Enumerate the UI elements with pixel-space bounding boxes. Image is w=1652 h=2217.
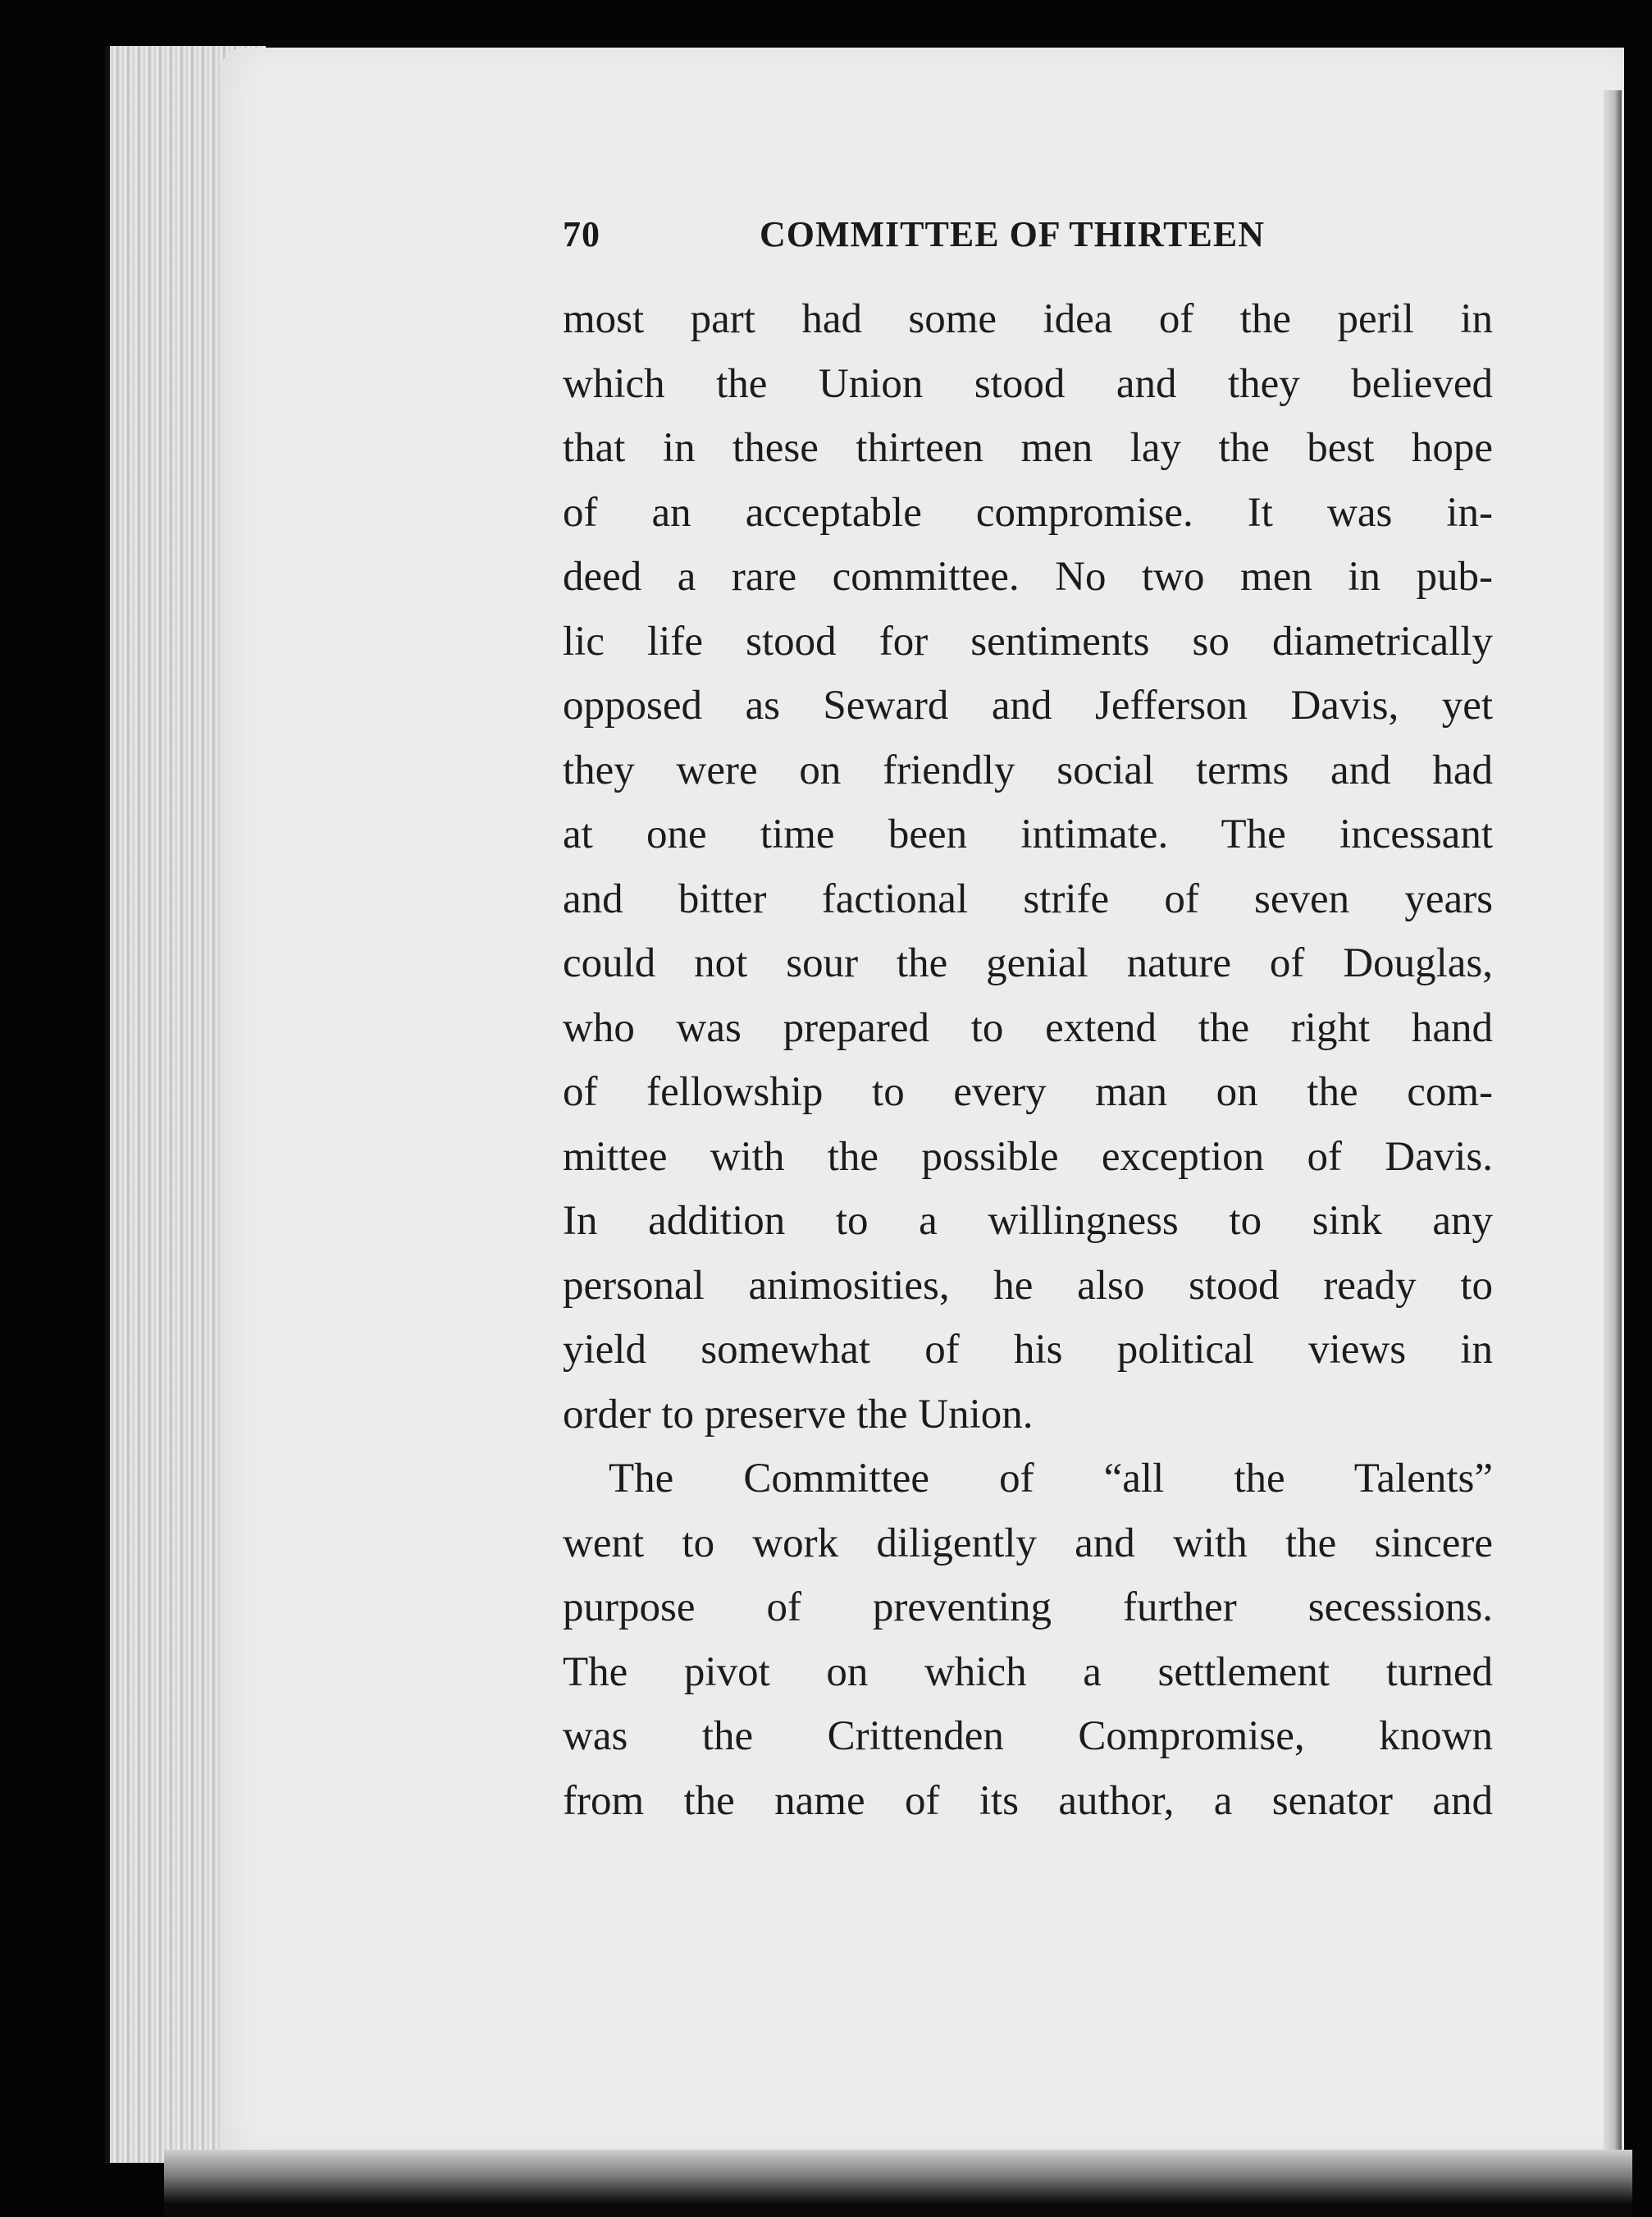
text-line: that in these thirteen men lay the best hope	[563, 425, 1493, 471]
running-head	[563, 213, 1326, 271]
text-line: and bitter factional strife of seven years	[563, 875, 1493, 922]
text-line: personal animosities, he also stood ready to	[563, 1262, 1493, 1309]
page-right-edge	[1604, 90, 1622, 2158]
text-line: most part had some idea of the peril in	[563, 296, 1493, 342]
text-line: lic life stood for sentiments so diametrically	[563, 618, 1493, 665]
text-line: deed a rare committee. No two men in pub-	[563, 554, 1493, 600]
body-text	[563, 287, 1493, 1833]
text-line: purpose of preventing further secessions.	[563, 1584, 1493, 1630]
text-line: from the name of its author, a senator and	[563, 1777, 1493, 1824]
text-line: yield somewhat of his political views in	[563, 1327, 1493, 1373]
text-line: The pivot on which a settlement turned	[563, 1648, 1493, 1695]
text-line: In addition to a willingness to sink any	[563, 1198, 1493, 1244]
text-line: of an acceptable compromise. It was in-	[563, 489, 1493, 536]
text-line: mittee with the possible exception of Davis.	[563, 1133, 1493, 1180]
text-line: who was prepared to extend the right hand	[563, 1004, 1493, 1051]
text-line: opposed as Seward and Jefferson Davis, yet	[563, 683, 1493, 729]
text-line: went to work diligently and with the sincere	[563, 1520, 1493, 1566]
text-line: of fellowship to every man on the com-	[563, 1069, 1493, 1115]
running-title: COMMITTEE OF THIRTEEN	[760, 214, 1265, 254]
text-line: at one time been intimate. The incessant	[563, 811, 1493, 857]
text-line: they were on friendly social terms and had	[563, 747, 1493, 793]
text-line: order to preserve the Union.	[563, 1391, 1034, 1438]
text-line: which the Union stood and they believed	[563, 360, 1493, 407]
text-line: The Committee of “all the Talents”	[609, 1456, 1493, 1502]
text-line: was the Crittenden Compromise, known	[563, 1713, 1493, 1759]
paragraph-2	[563, 1447, 1493, 1833]
page-number: 70	[563, 214, 600, 254]
text-line: could not sour the genial nature of Douglas,	[563, 940, 1493, 986]
paragraph-1	[563, 287, 1493, 1447]
page-bottom-edge	[164, 2150, 1632, 2217]
